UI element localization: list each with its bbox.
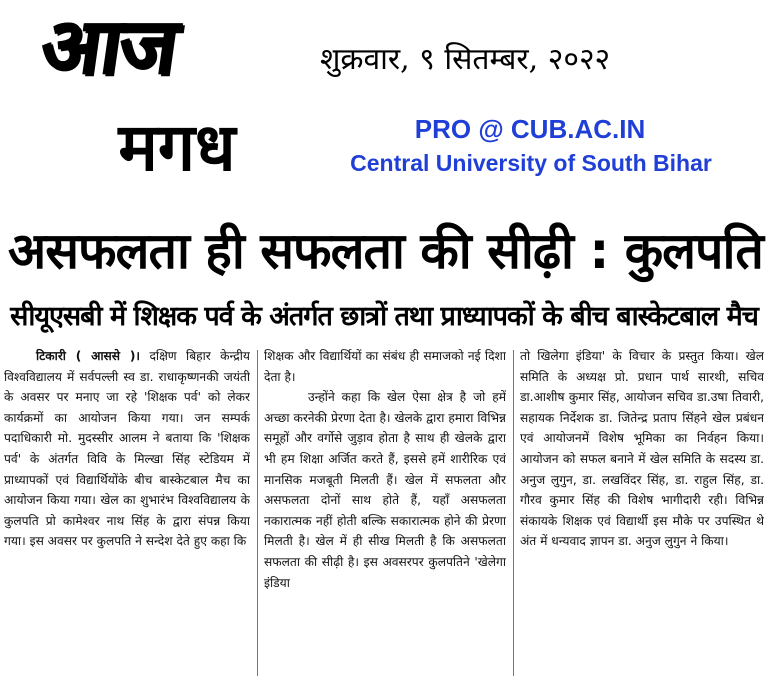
university-name: Central University of South Bihar [350, 150, 712, 176]
dateline: टिकारी ( आससे )। [36, 349, 141, 363]
article-subheadline: सीयूएसबी में शिक्षक पर्व के अंतर्गत छात्रों तथा प्राध्यापकों के बीच बास्केटबाल मैच [10, 301, 758, 332]
newspaper-logo: आज [35, 2, 182, 92]
article-column-2 [264, 346, 506, 680]
masthead [0, 0, 768, 210]
pro-email: PRO @ CUB.AC.IN [414, 114, 646, 144]
publication-date: शुक्रवार, ९ सितम्बर, २०२२ [320, 42, 611, 77]
article-paragraph: उन्होंने कहा कि खेल ऐसा क्षेत्र है जो हमें अच्छा करनेकी प्रेरणा देता है। खेलके द्वारा हमारा विभिन्न समूहों और वर्गोसे जुड़ाव होता है साथ ही खेलके द्वारा भी हम शिक्षा अर्जित करते हैं, इससे हमें शारीरिक एवं मानसिक मजबूती मिलती हैं। खेल में सफलता और असफलता दोनों साथ होते हैं, यहाँ असफलता नकारात्मक नहीं होती बल्कि सकारात्मक होने की प्रेरणा मिलती है। खेल में ही सीख मिलती है कि असफलता सफलता की सीढ़ी है। इस अवसरपर कुलपतिने 'खेलेगा इंडिया [264, 390, 506, 590]
article-column-3 [520, 346, 764, 680]
article-headline: असफलता ही सफलता की सीढ़ी : कुलपति [8, 222, 763, 280]
article-column-1 [4, 346, 250, 680]
article-paragraph: तो खिलेगा इंडिया' के विचार के प्रस्तुत किया। खेल समिति के अध्यक्ष प्रो. प्रधान पार्थ सारथी, सचिव डा.आशीष कुमार सिंह, आयोजन सचिव डा.उषा तिवारी, सहायक निर्देशक डा. जितेन्द्र प्रताप सिंहने खेल प्रबंधन एवं आयोजनमें विशेष भूमिका का निर्वहन किया। आयोजन को सफल बनाने में खेल समिति के सदस्य डा. अनुज लुगुन, डा. लखविंदर सिंह, डा. राहुल सिंह, डा. गौरव कुमार सिंह की विशेष भागीदारी रही। विभिन्न संकायके शिक्षक एवं विद्यार्थी इस मौके पर उपस्थित थे अंत में धन्यवाद ज्ञापन डा. अनुज लुगुन ने किया। [520, 349, 764, 549]
article-paragraph: शिक्षक और विद्यार्थियों का संबंध ही समाजको नई दिशा देता है। [264, 349, 506, 384]
article-paragraph [4, 346, 250, 552]
article-body [4, 346, 764, 680]
edition-name: मगध [118, 109, 236, 186]
column-1-text: दक्षिण बिहार केन्द्रीय विश्वविद्यालय में सर्वपल्ली स्व डा. राधाकृष्णनकी जयंती के अवसर पर मनाए जा रहे 'शिक्षक पर्व' को लेकर कार्यक्रमों का आयोजन किया गया। जन सम्पर्क पदाधिकारी मो. मुदस्सीर आलम ने बताया कि 'शिक्षक पर्व' के अंतर्गत विवि के मिल्खा सिंह स्टेडियम में प्राध्यापकों एवं विद्यार्थियोंके बीच बास्केटबाल मैच का आयोजन किया गया। खेल का शुभारंभ विश्वविद्यालय के कुलपति प्रो कामेश्वर नाथ सिंह के द्वारा संपन्न किया गया। इस अवसर पर कुलपति ने सन्देश देते हुए कहा कि [4, 349, 250, 549]
column-divider [513, 350, 514, 676]
column-divider [257, 350, 258, 676]
